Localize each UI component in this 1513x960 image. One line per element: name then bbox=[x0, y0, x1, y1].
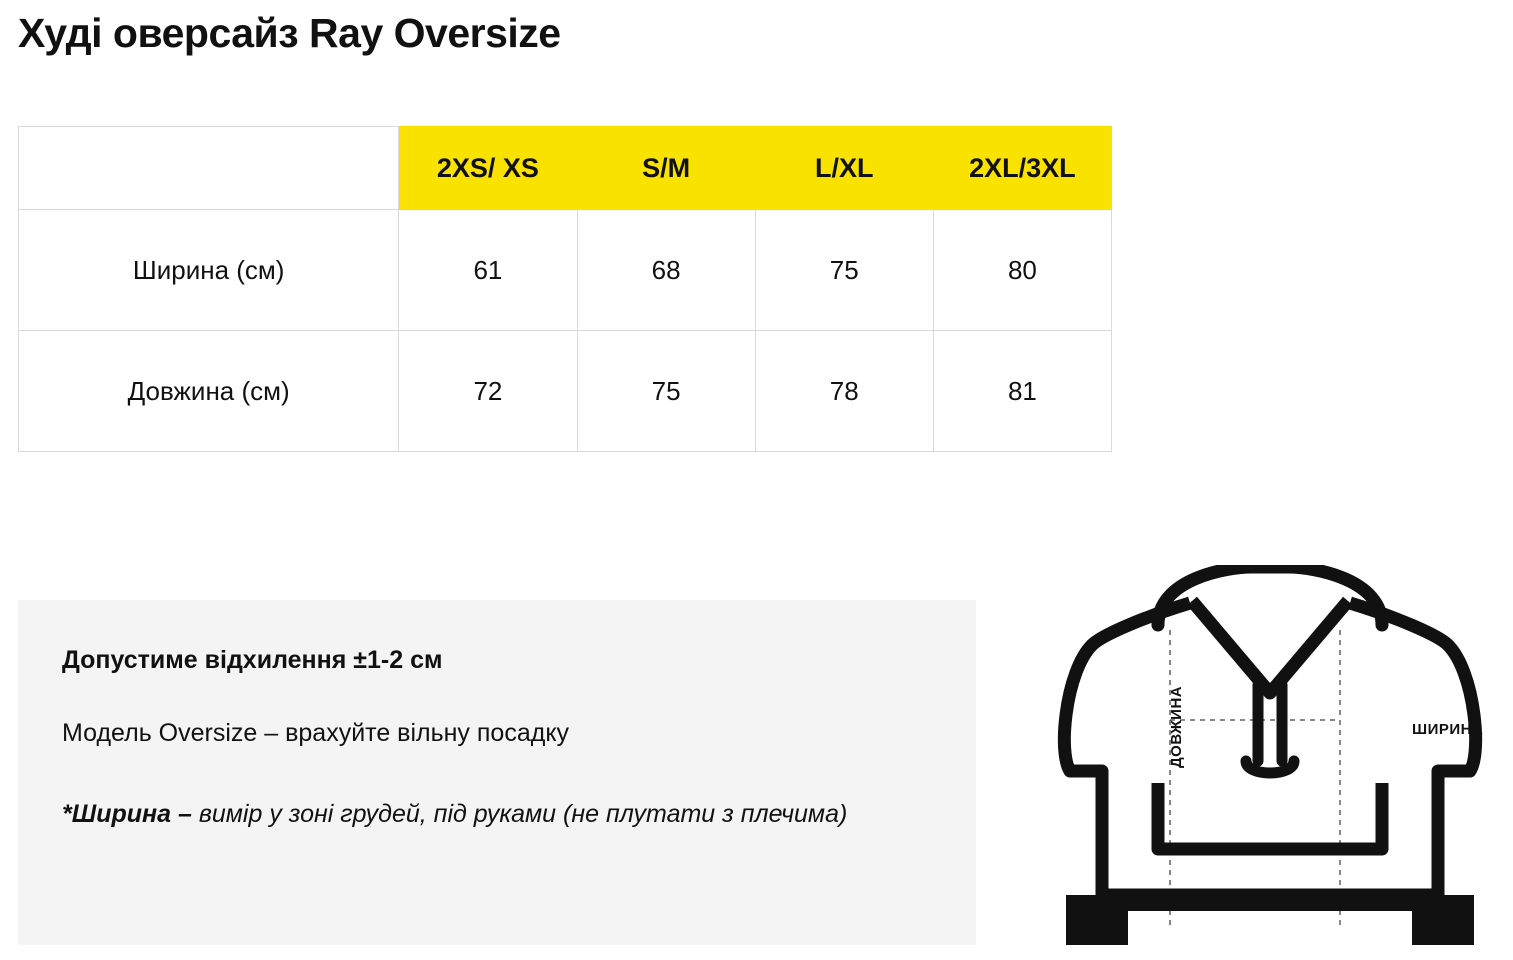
hem-band bbox=[1128, 895, 1412, 911]
hood-inner bbox=[1192, 601, 1348, 693]
hoodie-diagram bbox=[1040, 565, 1500, 960]
pocket-outline bbox=[1158, 783, 1382, 849]
note-fit: Модель Oversize – врахуйте вільну посадку bbox=[62, 719, 570, 747]
cell-width-l-xl: 75 bbox=[755, 210, 933, 331]
cell-length-2xs-xs: 72 bbox=[399, 331, 577, 452]
row-label-length: Довжина (см) bbox=[19, 331, 399, 452]
table-row bbox=[19, 210, 1112, 331]
size-table bbox=[18, 126, 1112, 452]
label-width: ШИРИНА bbox=[1412, 721, 1484, 738]
cell-width-s-m: 68 bbox=[577, 210, 755, 331]
table-header-size-2: S/M bbox=[577, 127, 755, 210]
table-header-size-4: 2XL/3XL bbox=[933, 127, 1111, 210]
hood-outline bbox=[1158, 567, 1382, 625]
cell-width-2xl-3xl: 80 bbox=[933, 210, 1111, 331]
table-header-size-1: 2XS/ XS bbox=[399, 127, 577, 210]
table-header-size-3: L/XL bbox=[755, 127, 933, 210]
table-row bbox=[19, 331, 1112, 452]
note-tolerance: Допустиме відхилення ±1-2 см bbox=[62, 646, 443, 674]
cell-width-2xs-xs: 61 bbox=[399, 210, 577, 331]
label-length: ДОВЖИНА bbox=[1168, 685, 1185, 768]
note-width-text: вимір у зоні грудей, під руками (не плутати з плечима) bbox=[191, 800, 848, 828]
cell-length-s-m: 75 bbox=[577, 331, 755, 452]
left-cuff bbox=[1066, 895, 1128, 945]
cell-length-2xl-3xl: 81 bbox=[933, 331, 1111, 452]
page-title: Худі оверсайз Ray Oversize bbox=[18, 10, 561, 56]
table-header-empty bbox=[19, 127, 399, 210]
right-cuff bbox=[1412, 895, 1474, 945]
hoodie-icon bbox=[1040, 565, 1500, 960]
table-header-row bbox=[19, 127, 1112, 210]
row-label-width: Ширина (см) bbox=[19, 210, 399, 331]
note-width-explanation bbox=[62, 794, 932, 835]
notes-panel bbox=[18, 600, 976, 945]
cell-length-l-xl: 78 bbox=[755, 331, 933, 452]
note-width-label: *Ширина – bbox=[62, 800, 192, 828]
